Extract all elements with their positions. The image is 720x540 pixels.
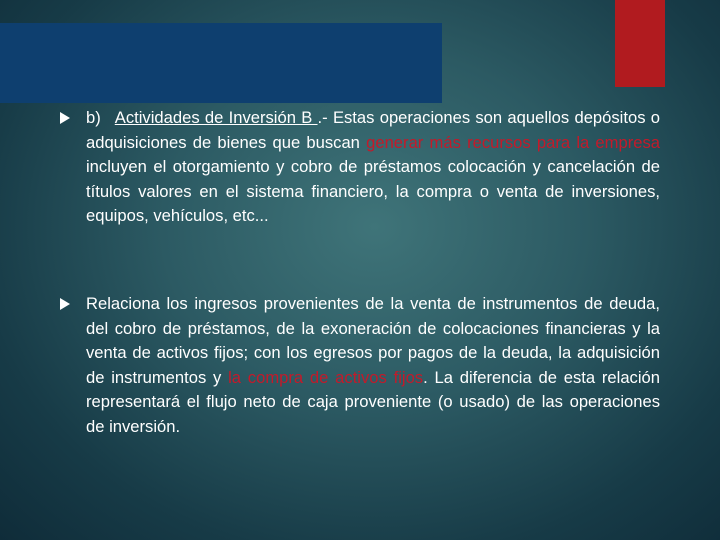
bullet-paragraph xyxy=(86,292,660,439)
emphasis-text: generar más recursos para la empresa xyxy=(366,132,660,152)
accent-bar xyxy=(615,0,665,87)
title-block xyxy=(0,23,442,103)
section-heading: Actividades de Inversión B xyxy=(114,108,318,127)
emphasis-text: la compra de activos fijos xyxy=(228,367,424,387)
item-label: b) xyxy=(86,108,101,127)
bullet-item-investment-activities xyxy=(60,106,660,229)
arrow-right-bullet-icon xyxy=(60,112,70,124)
body-text: . La diferencia de esta relación representará el flujo neto de caja proveniente (o usado) de las operaciones de inversión. xyxy=(86,367,660,436)
body-text: .- Estas operaciones son aquellos depósitos o adquisiciones de bienes que buscan xyxy=(86,108,661,152)
body-text: Relaciona los ingresos provenientes de la venta de instrumentos de deuda, del cobro de préstamos, de la exoneración de colocaciones financieras y la venta de activos fijos; con los egresos por pagos de la deuda, la adquisición de instrumentos y xyxy=(86,294,660,387)
arrow-right-bullet-icon xyxy=(60,298,70,310)
bullet-paragraph xyxy=(86,106,660,229)
bullet-item-cash-flow-relation xyxy=(60,292,660,439)
body-text: incluyen el otorgamiento y cobro de préstamos colocación y cancelación de títulos valores en el sistema financiero, la compra o venta de inversiones, equipos, vehículos, etc... xyxy=(86,157,660,225)
